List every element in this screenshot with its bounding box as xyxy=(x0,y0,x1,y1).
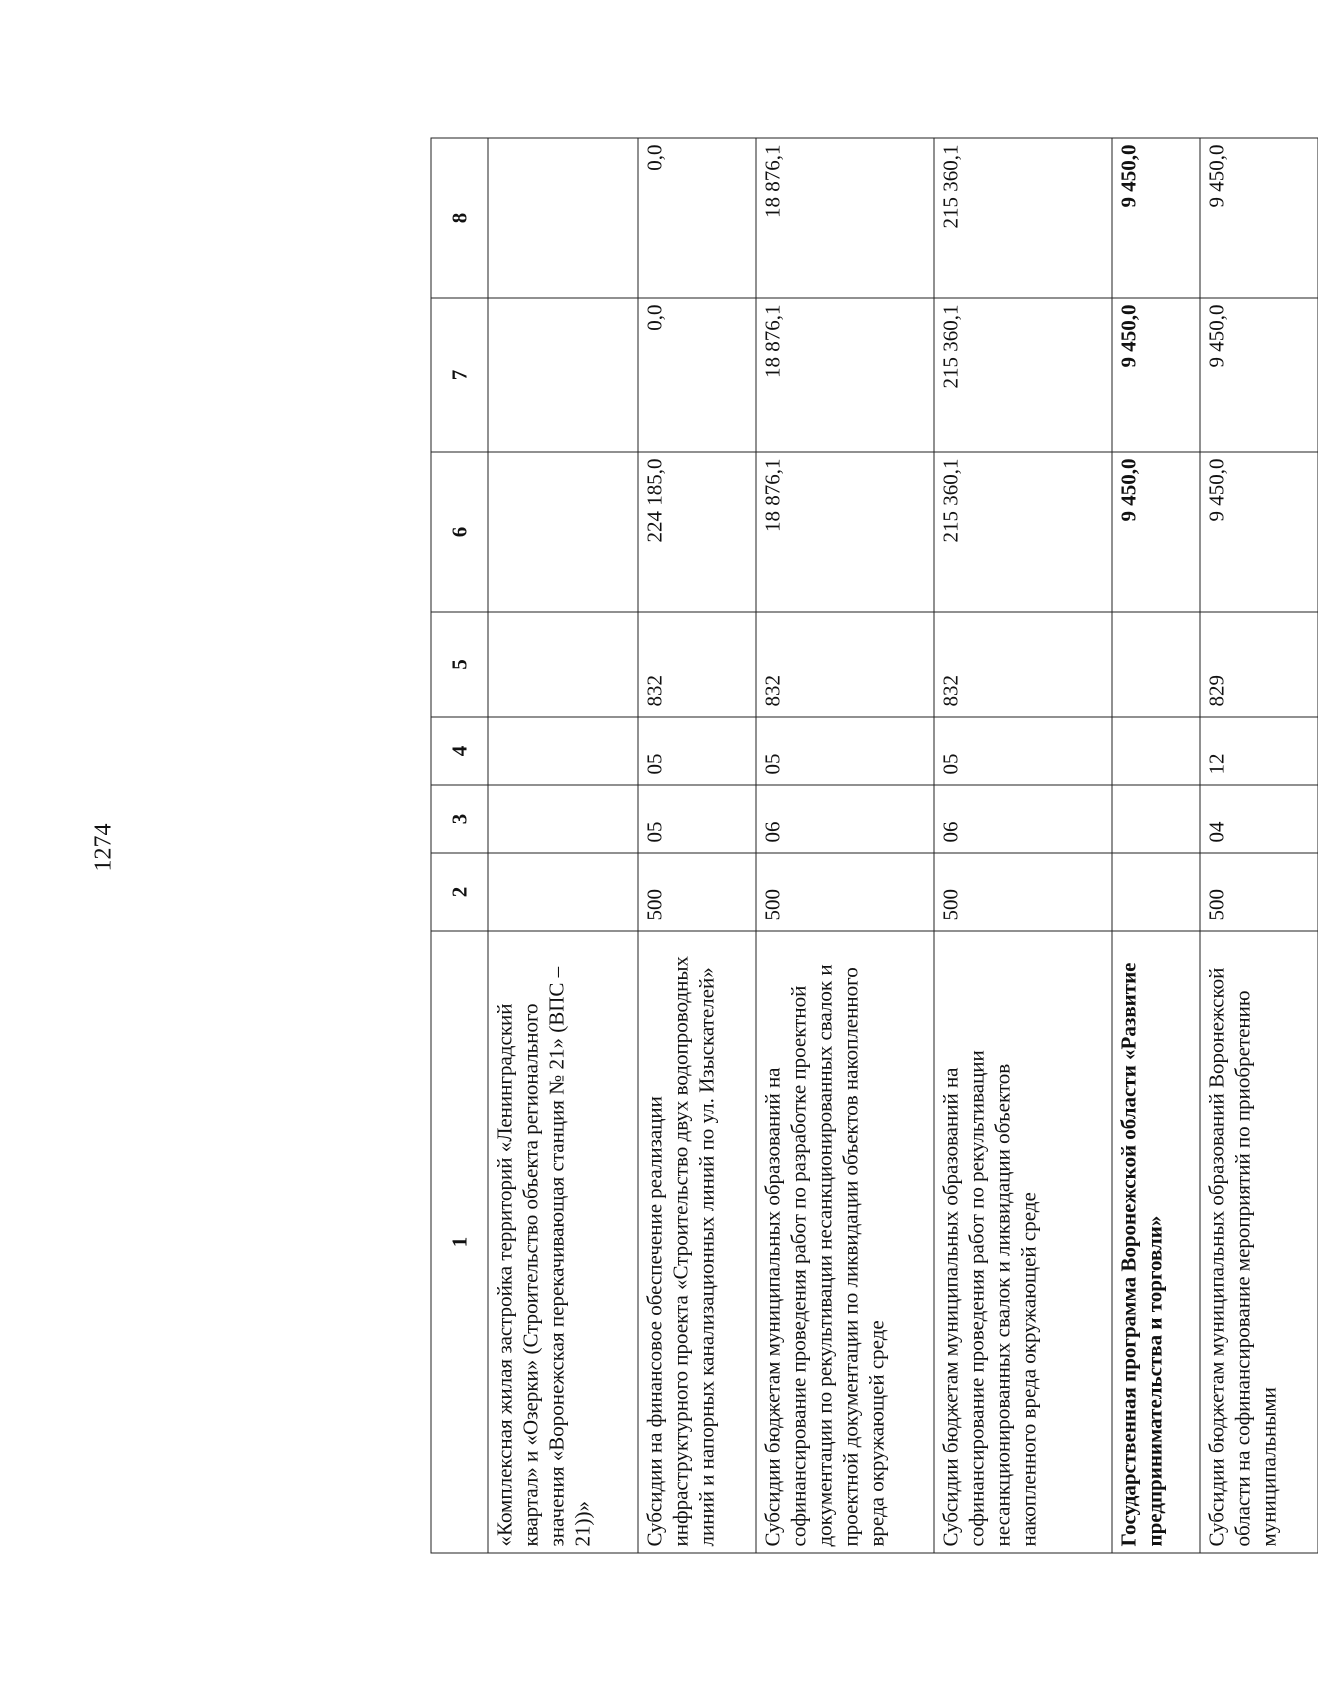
cell-col-5 xyxy=(1112,612,1200,717)
cell-col-6 xyxy=(488,452,638,612)
page-number: 1274 xyxy=(90,823,117,872)
cell-col-6: 215 360,1 xyxy=(934,452,1112,612)
header-col-4: 4 xyxy=(431,717,488,785)
cell-col-6: 18 876,1 xyxy=(756,452,934,612)
cell-col-8: 0,0 xyxy=(638,138,756,298)
cell-col-3 xyxy=(488,785,638,853)
cell-col-5: 832 xyxy=(638,612,756,717)
cell-col-3 xyxy=(1112,785,1200,853)
cell-col-4: 05 xyxy=(934,717,1112,785)
row-description: Субсидии бюджетам муниципальных образований на софинансирование проведения работ по рекультивации несанкционированных свалок и ликвидации объектов накопленного вреда окружающей среде xyxy=(934,931,1112,1553)
header-col-3: 3 xyxy=(431,785,488,853)
cell-col-4 xyxy=(1112,717,1200,785)
cell-col-7: 9 450,0 xyxy=(1200,298,1318,452)
cell-col-4: 05 xyxy=(756,717,934,785)
cell-col-5: 832 xyxy=(934,612,1112,717)
table-row xyxy=(1200,138,1318,1553)
cell-col-2 xyxy=(1112,853,1200,931)
cell-col-2: 500 xyxy=(1200,853,1318,931)
cell-col-7: 18 876,1 xyxy=(756,298,934,452)
cell-col-7: 215 360,1 xyxy=(934,298,1112,452)
header-col-7: 7 xyxy=(431,298,488,452)
row-description: «Комплексная жилая застройка территорий «Ленинградский квартал» и «Озерки» (Строительство объекта регионального значения «Воронежская перекачивающая станция № 21» (ВПС – 21))» xyxy=(488,931,638,1553)
cell-col-3: 06 xyxy=(756,785,934,853)
cell-col-5: 832 xyxy=(756,612,934,717)
row-description: Субсидии бюджетам муниципальных образований на софинансирование проведения работ по разработке проектной документации по рекультивации несанкционированных свалок и проектной документации по ликвидации объектов накопленного вреда окружающей среде xyxy=(756,931,934,1553)
cell-col-7: 9 450,0 xyxy=(1112,298,1200,452)
cell-col-7 xyxy=(488,298,638,452)
cell-col-8: 9 450,0 xyxy=(1112,138,1200,298)
row-description: Субсидии бюджетам муниципальных образований Воронежской области на софинансирование мероприятий по приобретению муниципальными xyxy=(1200,931,1318,1553)
cell-col-8: 9 450,0 xyxy=(1200,138,1318,298)
table-row xyxy=(934,138,1112,1553)
table-row-program xyxy=(1112,138,1200,1553)
cell-col-8: 18 876,1 xyxy=(756,138,934,298)
row-description: Субсидии на финансовое обеспечение реализации инфраструктурного проекта «Строительство двух водопроводных линий и напорных канализационных линий по ул. Изыскателей» xyxy=(638,931,756,1553)
header-col-5: 5 xyxy=(431,612,488,717)
cell-col-7: 0,0 xyxy=(638,298,756,452)
cell-col-6: 9 450,0 xyxy=(1112,452,1200,612)
cell-col-8: 215 360,1 xyxy=(934,138,1112,298)
cell-col-6: 224 185,0 xyxy=(638,452,756,612)
row-description: Государственная программа Воронежской области «Развитие предпринимательства и торговли» xyxy=(1112,931,1200,1553)
table-row xyxy=(756,138,934,1553)
cell-col-5: 829 xyxy=(1200,612,1318,717)
cell-col-4: 05 xyxy=(638,717,756,785)
header-col-1: 1 xyxy=(431,931,488,1553)
cell-col-6: 9 450,0 xyxy=(1200,452,1318,612)
table-row xyxy=(488,138,638,1553)
cell-col-2: 500 xyxy=(638,853,756,931)
cell-col-3: 05 xyxy=(638,785,756,853)
cell-col-2: 500 xyxy=(756,853,934,931)
header-col-6: 6 xyxy=(431,452,488,612)
cell-col-2 xyxy=(488,853,638,931)
cell-col-4: 12 xyxy=(1200,717,1318,785)
cell-col-4 xyxy=(488,717,638,785)
rotated-table-container xyxy=(430,138,1310,1553)
cell-col-3: 04 xyxy=(1200,785,1318,853)
cell-col-5 xyxy=(488,612,638,717)
table-header-row xyxy=(431,138,488,1553)
header-col-8: 8 xyxy=(431,138,488,298)
budget-table xyxy=(430,137,1318,1553)
cell-col-3: 06 xyxy=(934,785,1112,853)
cell-col-2: 500 xyxy=(934,853,1112,931)
cell-col-8 xyxy=(488,138,638,298)
table-row xyxy=(638,138,756,1553)
header-col-2: 2 xyxy=(431,853,488,931)
